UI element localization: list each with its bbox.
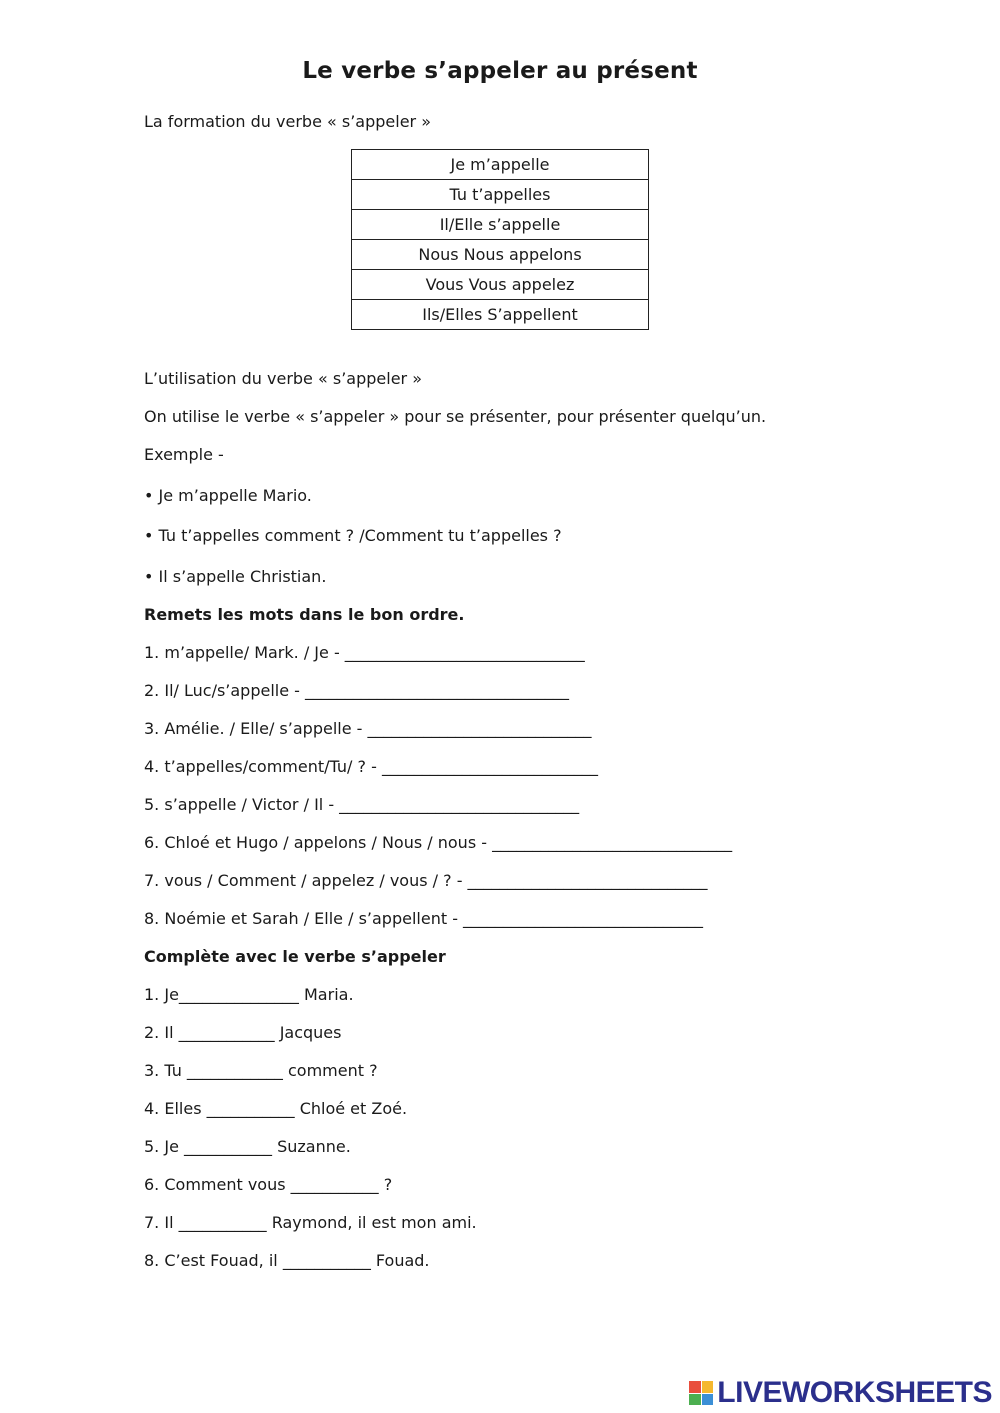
table-row xyxy=(352,240,649,270)
logo-square-green xyxy=(689,1394,701,1406)
exercise1-item[interactable]: 1. m’appelle/ Mark. / Je - ______________________________ xyxy=(144,643,585,662)
table-row xyxy=(352,150,649,180)
exercise1-item[interactable]: 2. Il/ Luc/s’appelle - _________________________________ xyxy=(144,681,570,700)
liveworksheets-logo-icon xyxy=(689,1381,713,1405)
exercise2-item[interactable]: 7. Il ___________ Raymond, il est mon ami. xyxy=(144,1213,477,1232)
exercise1-heading: Remets les mots dans le bon ordre. xyxy=(144,605,465,624)
table-row xyxy=(352,180,649,210)
usage-text: On utilise le verbe « s’appeler » pour se présenter, pour présenter quelqu’un. xyxy=(144,407,767,426)
logo-square-red xyxy=(689,1381,701,1393)
logo-square-blue xyxy=(702,1394,714,1406)
example-item: • Il s’appelle Christian. xyxy=(144,567,326,586)
exercise2-item[interactable]: 1. Je_______________ Maria. xyxy=(144,985,354,1004)
example-item: • Tu t’appelles comment ? /Comment tu t’appelles ? xyxy=(144,526,562,545)
usage-heading: L’utilisation du verbe « s’appeler » xyxy=(144,369,422,388)
liveworksheets-footer[interactable] xyxy=(689,1374,992,1412)
table-cell: Tu t’appelles xyxy=(352,180,649,210)
exercise1-item[interactable]: 8. Noémie et Sarah / Elle / s’appellent - ______________________________ xyxy=(144,909,704,928)
table-row xyxy=(352,270,649,300)
exercise1-item[interactable]: 5. s’appelle / Victor / Il - ______________________________ xyxy=(144,795,580,814)
table-cell: Il/Elle s’appelle xyxy=(352,210,649,240)
table-cell: Vous Vous appelez xyxy=(352,270,649,300)
exercise2-item[interactable]: 5. Je ___________ Suzanne. xyxy=(144,1137,351,1156)
example-item: • Je m’appelle Mario. xyxy=(144,486,312,505)
example-label: Exemple - xyxy=(144,445,224,464)
exercise2-item[interactable]: 8. C’est Fouad, il ___________ Fouad. xyxy=(144,1251,430,1270)
table-cell: Nous Nous appelons xyxy=(352,240,649,270)
table-row xyxy=(352,300,649,330)
logo-square-yellow xyxy=(702,1381,714,1393)
liveworksheets-brand: LIVEWORKSHEETS xyxy=(717,1376,992,1409)
table-cell: Je m’appelle xyxy=(352,150,649,180)
conjugation-table xyxy=(351,149,649,330)
exercise2-heading: Complète avec le verbe s’appeler xyxy=(144,947,446,966)
exercise1-item[interactable]: 6. Chloé et Hugo / appelons / Nous / nous - ______________________________ xyxy=(144,833,733,852)
exercise1-item[interactable]: 4. t’appelles/comment/Tu/ ? - ___________________________ xyxy=(144,757,598,776)
exercise2-item[interactable]: 4. Elles ___________ Chloé et Zoé. xyxy=(144,1099,408,1118)
exercise1-item[interactable]: 7. vous / Comment / appelez / vous / ? - ______________________________ xyxy=(144,871,708,890)
exercise2-item[interactable]: 3. Tu ____________ comment ? xyxy=(144,1061,378,1080)
page-title: Le verbe s’appeler au présent xyxy=(302,58,698,84)
formation-heading: La formation du verbe « s’appeler » xyxy=(144,112,432,131)
table-cell: Ils/Elles S’appellent xyxy=(352,300,649,330)
exercise2-item[interactable]: 6. Comment vous ___________ ? xyxy=(144,1175,393,1194)
exercise1-item[interactable]: 3. Amélie. / Elle/ s’appelle - ____________________________ xyxy=(144,719,592,738)
exercise2-item[interactable]: 2. Il ____________ Jacques xyxy=(144,1023,342,1042)
table-row xyxy=(352,210,649,240)
